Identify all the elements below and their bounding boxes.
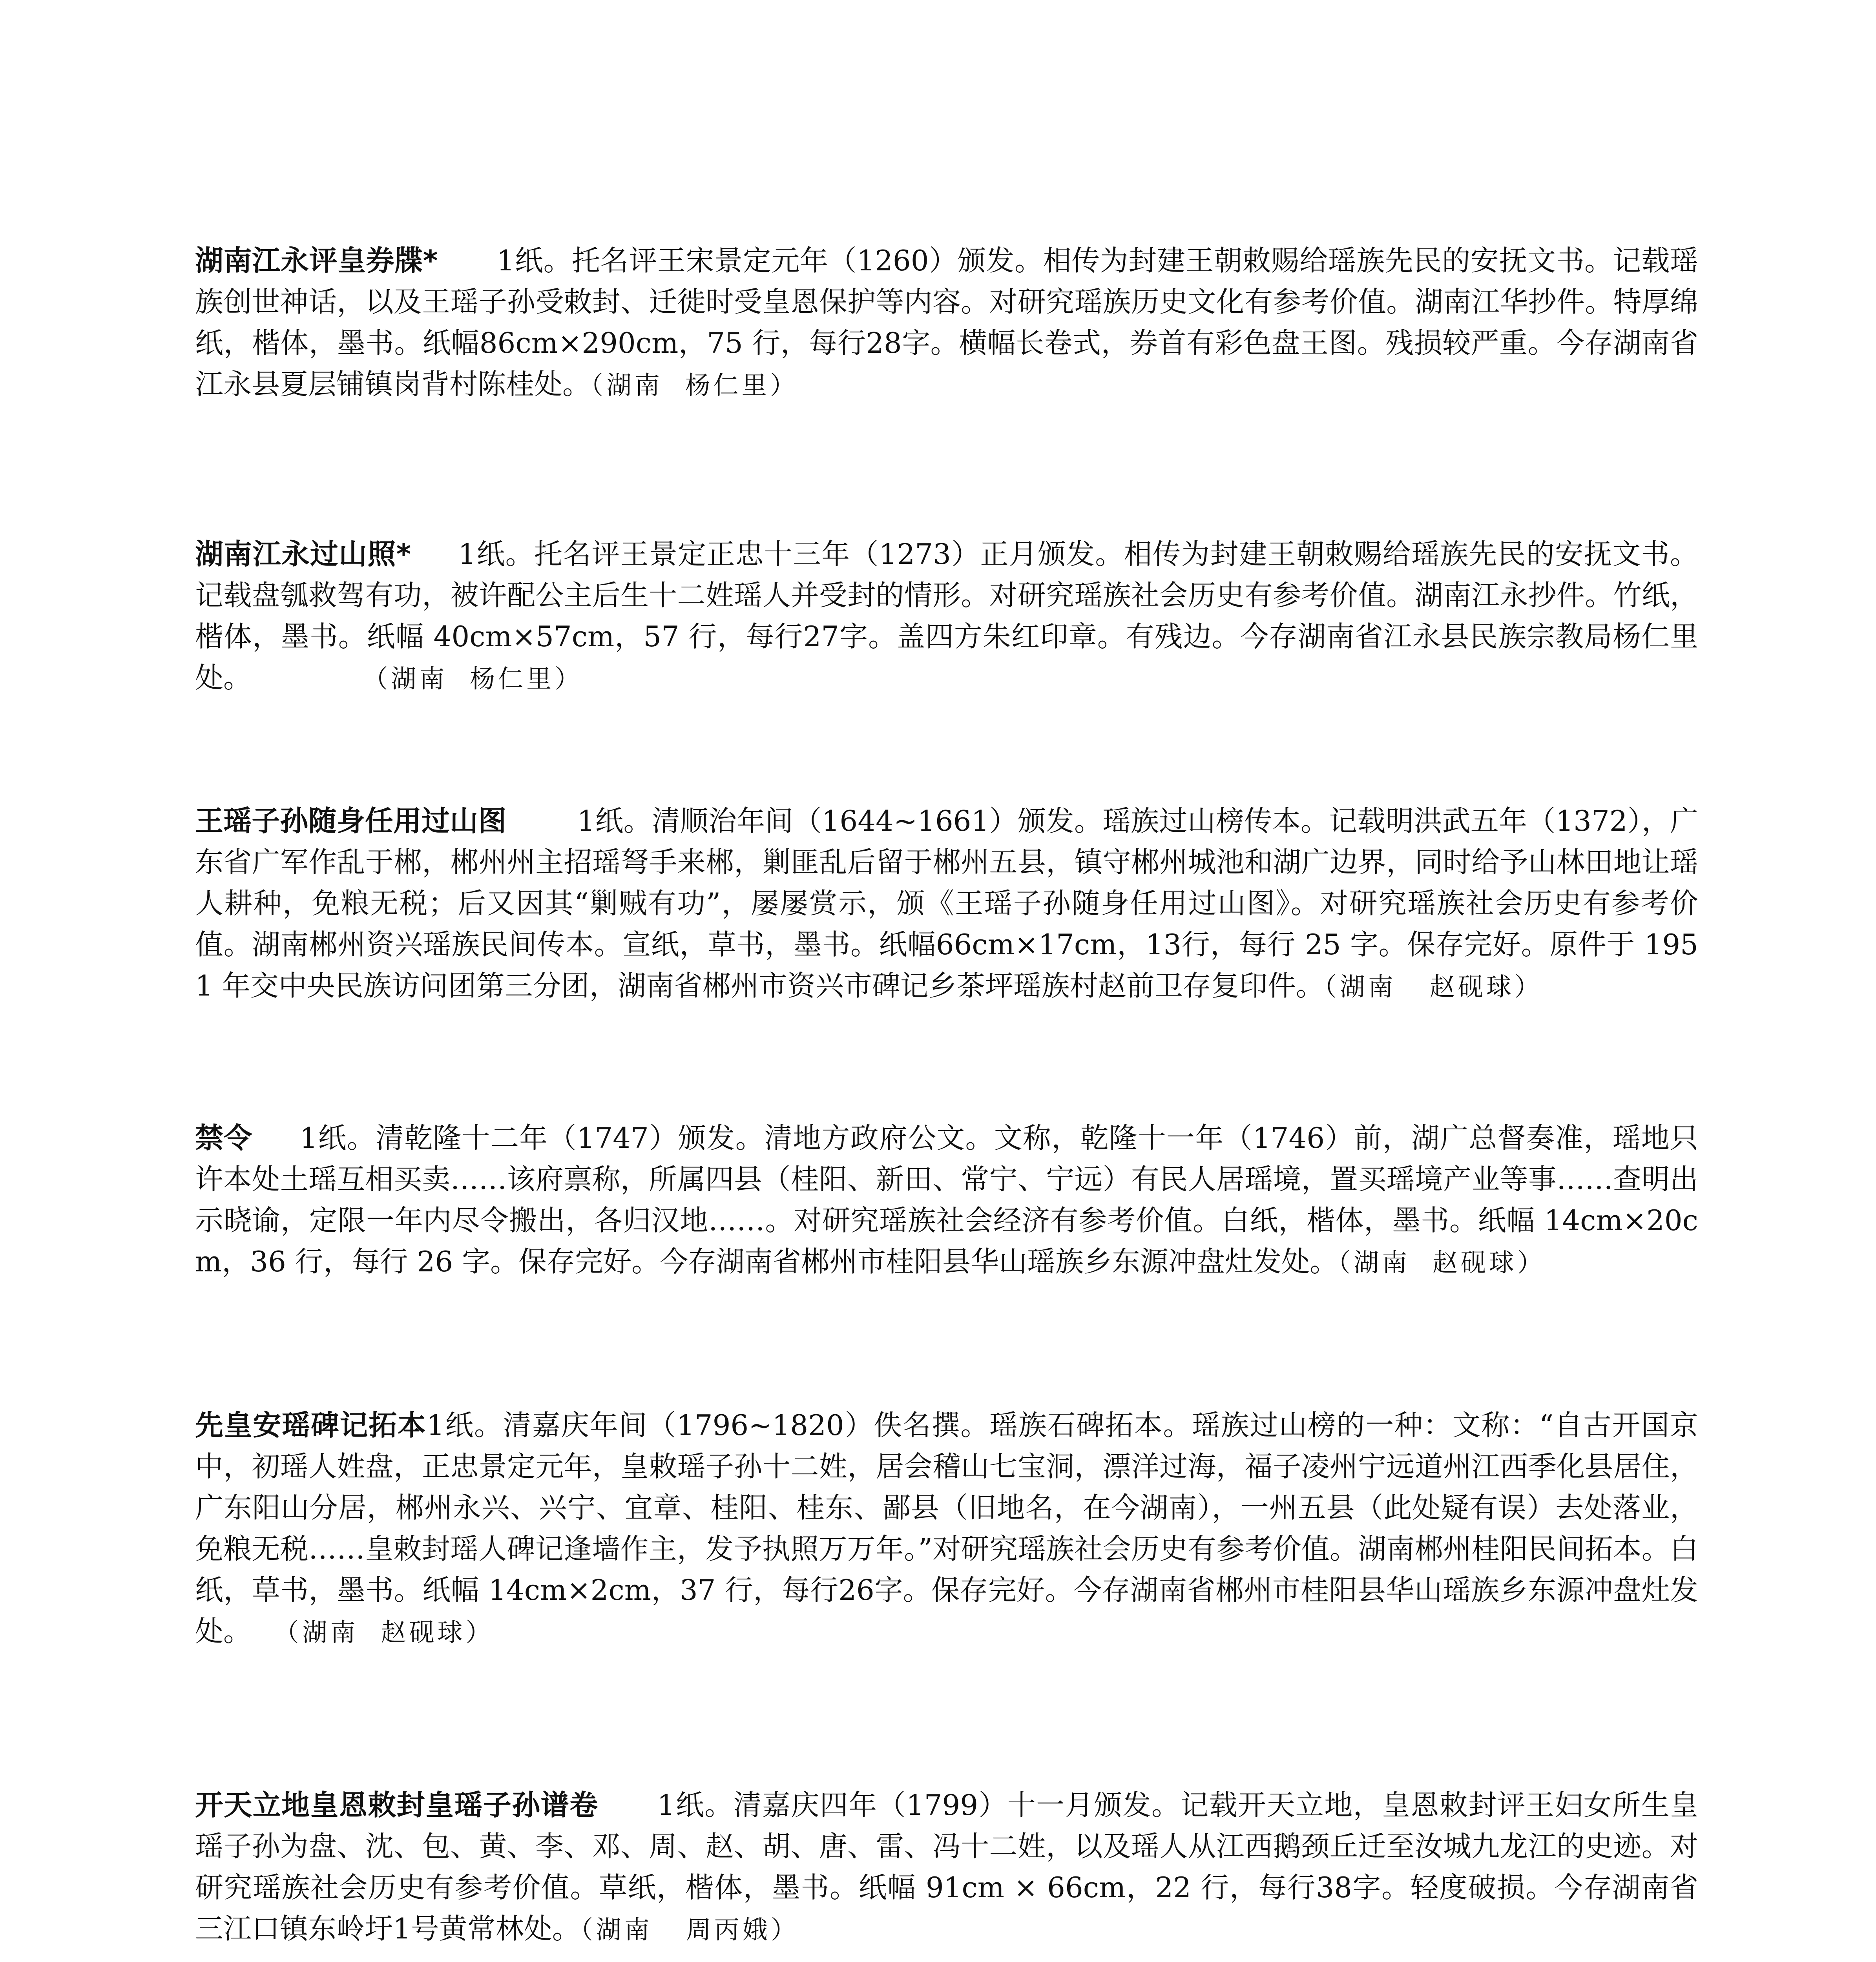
catalog-entry [195, 1118, 1698, 1284]
catalog-entry [195, 534, 1698, 700]
entry-credit: （湖南 杨仁里） [591, 371, 798, 400]
entry-body: 1纸。清嘉庆四年（1799）十一月颁发。记载开天立地，皇恩敕封评王妇女所生皇瑶子孙为盘、沈、包、黄、李、邓、周、赵、胡、唐、雷、冯十二姓，以及瑶人从江西鹅颈丘迁至汝城九龙江的史迹。对研究瑶族社会历史有参考价值。草纸，楷体，墨书。纸幅 91cm × 66cm，22 行，每行38字。轻度破损。今存湖南省三江口镇东岭圩1号黄常林处。 [195, 1789, 1698, 1945]
entry-body: 1纸。托名评王宋景定元年（1260）颁发。相传为封建王朝敕赐给瑶族先民的安抚文书。记载瑶族创世神话，以及王瑶子孙受敕封、迁徙时受皇恩保护等内容。对研究瑶族历史文化有参考价值。湖南江华抄件。特厚绵纸，楷体，墨书。纸幅86cm×290cm，75 行，每行28字。横幅长卷式，券首有彩色盘王图。残损较严重。今存湖南省江永县夏层铺镇岗背村陈桂处。 [195, 244, 1699, 401]
entry-title: 湖南江永过山照* [195, 538, 411, 571]
entry-credit: （湖南 赵砚球） [1338, 1249, 1546, 1278]
catalog-entry [195, 240, 1698, 407]
entry-body: 1纸。清嘉庆年间（1796~1820）佚名撰。瑶族石碑拓本。瑶族过山榜的一种：文称：“自古开国京中，初瑶人姓盘，正忠景定元年，皇敕瑶子孙十二姓，居会稽山七宝洞，漂洋过海，福子凌州宁远道州江西季化县居住，广东阳山分居，郴州永兴、兴宁、宜章、桂阳、桂东、鄙县（旧地名，在今湖南），一州五县（此处疑有误）去处落业，免粮无税……皇敕封瑶人碑记逢墙作主，发予执照万万年。”对研究瑶族社会历史有参考价值。湖南郴州桂阳民间拓本。白纸，草书，墨书。纸幅 14cm×2cm，37 行，每行26字。保存完好。今存湖南省郴州市桂阳县华山瑶族乡东源冲盘灶发处。 [195, 1409, 1698, 1648]
catalog-entry [195, 1785, 1698, 1951]
entry-title: 开天立地皇恩敕封皇瑶子孙谱卷 [195, 1789, 599, 1822]
entry-body: 1纸。清乾隆十二年（1747）颁发。清地方政府公文。文称，乾隆十一年（1746）前，湖广总督奏准，瑶地只许本处土瑶互相买卖……该府禀称，所属四县（桂阳、新田、常宁、宁远）有民人居瑶境，置买瑶境产业等事……查明出示晓谕，定限一年内尽令搬出，各归汉地……。对研究瑶族社会经济有参考价值。白纸，楷体，墨书。纸幅 14cm×20cm，36 行，每行 26 字。保存完好。今存湖南省郴州市桂阳县华山瑶族乡东源冲盘灶发处。 [195, 1121, 1698, 1278]
entry-body: 1纸。清顺治年间（1644~1661）颁发。瑶族过山榜传本。记载明洪武五年（1372），广东省广军作乱于郴，郴州州主招瑶弩手来郴，剿匪乱后留于郴州五县，镇守郴州城池和湖广边界，同时给予山林田地让瑶人耕种，免粮无税；后又因其“剿贼有功”，屡屡赏示，颁《王瑶子孙随身任用过山图》。对研究瑶族社会历史有参考价值。湖南郴州资兴瑶族民间传本。宣纸，草书，墨书。纸幅66cm×17cm，13行，每行 25 字。保存完好。原件于 1951 年交中央民族访问团第三分团，湖南省郴州市资兴市碑记乡茶坪瑶族村赵前卫存复印件。 [195, 804, 1698, 1002]
entry-title: 先皇安瑶碑记拓本 [195, 1409, 427, 1442]
entry-title: 禁令 [195, 1121, 253, 1154]
entry-title: 湖南江永评皇券牒* [195, 244, 438, 277]
entry-body: 1纸。托名评王景定正忠十三年（1273）正月颁发。相传为封建王朝敕赐给瑶族先民的安抚文书。记载盘瓠救驾有功，被许配公主后生十二姓瑶人并受封的情形。对研究瑶族社会历史有参考价值。湖南江永抄件。竹纸，楷体，墨书。纸幅 40cm×57cm，57 行，每行27字。盖四方朱红印章。有残边。今存湖南省江永县民族宗教局杨仁里处。 [195, 538, 1699, 694]
entry-credit: （湖南 周丙娥） [580, 1916, 799, 1945]
entry-title: 王瑶子孙随身任用过山图 [195, 804, 507, 837]
catalog-entry [195, 800, 1698, 1008]
catalog-entry [195, 1405, 1698, 1654]
entry-credit: （湖南 赵砚球） [1324, 973, 1543, 1002]
entry-credit: （湖南 杨仁里） [252, 665, 583, 694]
entry-credit: （湖南 赵砚球） [252, 1618, 494, 1647]
